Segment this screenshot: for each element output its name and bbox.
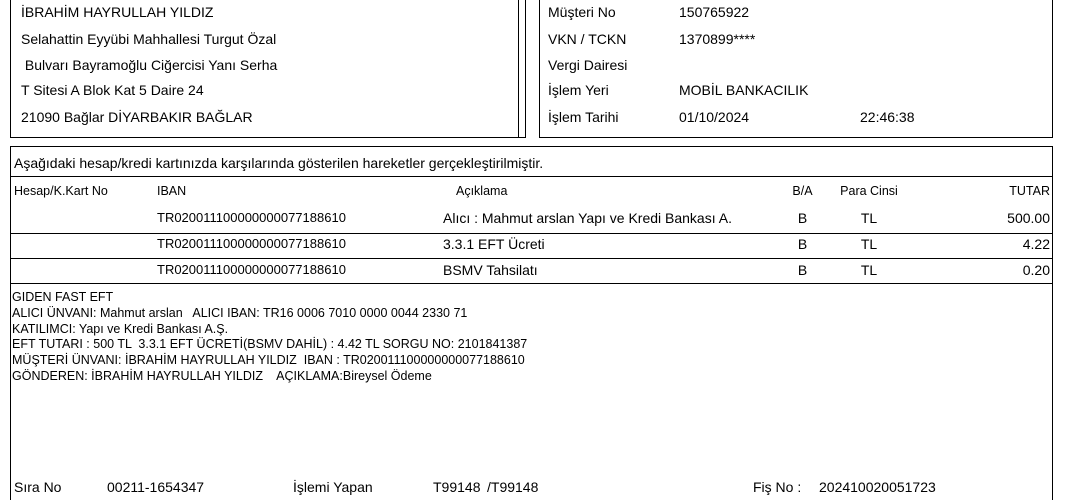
address-line: Bulvarı Bayramoğlu Ciğercisi Yanı Serha xyxy=(21,57,278,73)
customer-name: İBRAHİM HAYRULLAH YILDIZ xyxy=(21,4,214,20)
transaction-location-label: İşlem Yeri xyxy=(548,82,609,98)
column-header-description: Açıklama xyxy=(456,184,508,198)
transaction-date-label: İşlem Tarihi xyxy=(548,109,619,125)
row-amount: 500.00 xyxy=(1007,210,1050,226)
intro-divider xyxy=(10,176,1053,177)
detail-line: GÖNDEREN: İBRAHİM HAYRULLAH YILDIZ AÇIKLAMA:Bireysel Ödeme xyxy=(12,368,432,383)
detail-line: GIDEN FAST EFT xyxy=(12,290,114,304)
tax-id-label: VKN / TCKN xyxy=(548,31,627,47)
detail-line: EFT TUTARI : 500 TL 3.3.1 EFT ÜCRETİ(BSMV DAHİL) : 4.42 TL SORGU NO: 2101841387 xyxy=(12,337,528,352)
transactions-intro: Aşağıdaki hesap/kredi kartınızda karşılarında gösterilen hareketler gerçekleştirilmiştir. xyxy=(14,155,544,171)
operator-ref-value: /T99148 xyxy=(487,479,539,495)
row-description: 3.3.1 EFT Ücreti xyxy=(443,236,545,252)
receipt-no-label: Fiş No : xyxy=(753,479,802,495)
detail-line: MÜŞTERİ ÜNVANI: İBRAHİM HAYRULLAH YILDIZ IBAN : TR020011100000000077188610 xyxy=(12,353,525,368)
row-divider xyxy=(10,233,1053,234)
tax-id-value: 1370899**** xyxy=(679,31,756,47)
row-currency: TL xyxy=(860,262,878,278)
row-debit-credit: B xyxy=(797,210,808,226)
customer-no-label: Müşteri No xyxy=(548,4,616,20)
receipt-no-value: 202410020051723 xyxy=(819,479,936,495)
row-debit-credit: B xyxy=(797,236,808,252)
tax-office-label: Vergi Dairesi xyxy=(548,57,628,73)
transaction-row xyxy=(0,236,1086,252)
row-description: BSMV Tahsilatı xyxy=(443,262,538,278)
column-header-account: Hesap/K.Kart No xyxy=(14,184,108,198)
transaction-row xyxy=(0,210,1086,226)
column-header-currency: Para Cinsi xyxy=(840,184,898,198)
operator-value: T99148 xyxy=(433,479,481,495)
sequence-no-label: Sıra No xyxy=(14,479,62,495)
transaction-row xyxy=(0,262,1086,278)
receipt-footer xyxy=(0,479,1086,495)
address-line: 21090 Bağlar DİYARBAKIR BAĞLAR xyxy=(21,109,253,125)
transaction-date-value: 01/10/2024 xyxy=(679,109,750,125)
row-amount: 0.20 xyxy=(1022,262,1050,278)
address-line: T Sitesi A Blok Kat 5 Daire 24 xyxy=(21,82,204,98)
column-header-iban: IBAN xyxy=(157,184,187,198)
column-header-debit-credit: B/A xyxy=(792,184,813,198)
sequence-no-value: 00211-1654347 xyxy=(107,479,205,495)
row-currency: TL xyxy=(860,210,878,226)
box-inner-border-line xyxy=(518,0,519,137)
row-currency: TL xyxy=(860,236,878,252)
transfer-details xyxy=(12,290,1042,385)
row-divider xyxy=(10,283,1053,284)
column-header-amount: TUTAR xyxy=(1009,184,1050,198)
row-description: Alıcı : Mahmut arslan Yapı ve Kredi Bankası A. xyxy=(443,210,732,226)
operator-label: İşlemi Yapan xyxy=(293,479,373,495)
transaction-location-value: MOBİL BANKACILIK xyxy=(679,82,809,98)
row-iban: TR020011100000000077188610 xyxy=(157,262,346,277)
customer-no-value: 150765922 xyxy=(679,4,750,20)
table-header-row xyxy=(0,183,1086,199)
row-iban: TR020011100000000077188610 xyxy=(157,210,346,225)
row-iban: TR020011100000000077188610 xyxy=(157,236,346,251)
detail-line: KATILIMCI: Yapı ve Kredi Bankası A.Ş. xyxy=(12,321,229,336)
row-debit-credit: B xyxy=(797,262,808,278)
transaction-time-value: 22:46:38 xyxy=(860,109,915,125)
row-divider xyxy=(10,258,1053,259)
detail-line: ALICI ÜNVANI: Mahmut arslan ALICI IBAN: TR16 0006 7010 0000 0044 2330 71 xyxy=(12,305,468,320)
address-line: Selahattin Eyyübi Mahhallesi Turgut Özal xyxy=(21,31,277,47)
row-amount: 4.22 xyxy=(1022,236,1050,252)
